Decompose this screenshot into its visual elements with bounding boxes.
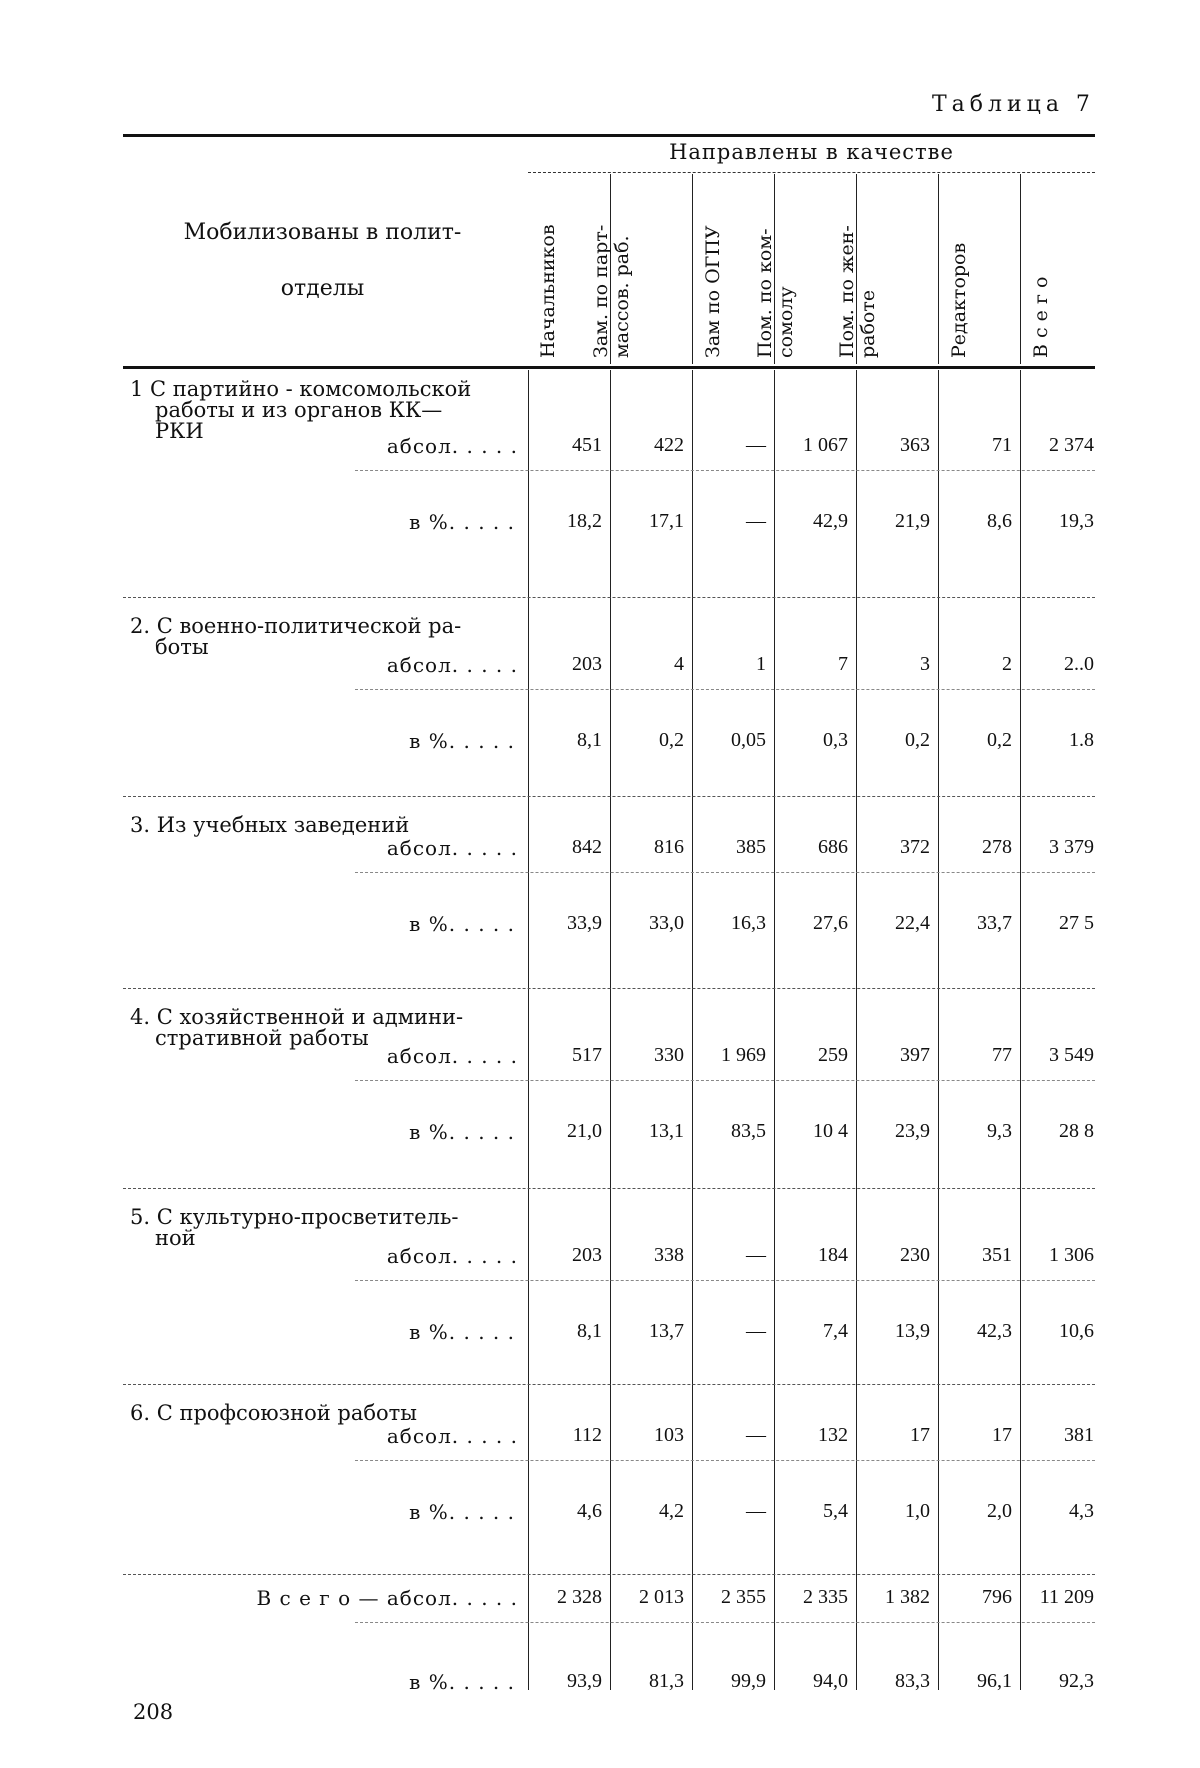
- abs-cell: 184: [818, 1244, 848, 1266]
- column-header-line: В с е г о: [1030, 276, 1052, 358]
- pct-cell: 93,9: [567, 1670, 602, 1692]
- abs-cell: 2 335: [803, 1586, 848, 1608]
- pct-row-label: в %. . . . .: [409, 1500, 515, 1524]
- column-header-line: работе: [857, 289, 879, 358]
- pct-cell: 33,7: [977, 912, 1012, 934]
- abs-cell: 2..0: [1064, 653, 1094, 675]
- pct-cell: 23,9: [895, 1120, 930, 1142]
- abs-cell: 351: [982, 1244, 1012, 1266]
- abs-cell: 1 382: [885, 1586, 930, 1608]
- pct-cell: 0,3: [823, 729, 848, 751]
- pct-cell: 0,2: [905, 729, 930, 751]
- pct-cell: 0,05: [731, 729, 766, 751]
- pct-cell: —: [746, 1320, 766, 1342]
- abs-cell: 71: [992, 434, 1012, 456]
- column-header: [590, 174, 691, 364]
- abs-cell: 397: [900, 1044, 930, 1066]
- column-rule: [528, 370, 529, 1690]
- section-label-line: ной: [155, 1226, 196, 1250]
- abs-cell: 1 969: [721, 1044, 766, 1066]
- column-header-line: Зам по ОГПУ: [702, 225, 724, 358]
- column-header-text: [591, 225, 633, 358]
- abs-cell: 4: [674, 653, 684, 675]
- pct-cell: 83,3: [895, 1670, 930, 1692]
- section-divider: [123, 1384, 1095, 1385]
- pct-cell: 10 4: [813, 1120, 848, 1142]
- abs-cell: 338: [654, 1244, 684, 1266]
- pct-cell: 13,1: [649, 1120, 684, 1142]
- abs-cell: 17: [992, 1424, 1012, 1446]
- column-header-line: Начальников: [537, 224, 559, 358]
- pct-row-label: в %. . . . .: [409, 1670, 515, 1694]
- abs-cell: 1: [756, 653, 766, 675]
- section-label-line: боты: [155, 635, 209, 659]
- section-label-line: 1 С партийно - комсомольской: [130, 377, 472, 401]
- abs-cell: 203: [572, 1244, 602, 1266]
- abs-cell: 363: [900, 434, 930, 456]
- pct-cell: 1.8: [1069, 729, 1094, 751]
- pct-cell: 9,3: [987, 1120, 1012, 1142]
- abs-row-label: абсол. . . . .: [386, 434, 518, 458]
- column-group-header: Направлены в качестве: [669, 140, 954, 164]
- abs-cell: 451: [572, 434, 602, 456]
- abs-cell: 3 379: [1049, 836, 1094, 858]
- abs-row-label: абсол. . . . .: [386, 836, 518, 860]
- column-rule: [692, 370, 693, 1690]
- pct-cell: 27,6: [813, 912, 848, 934]
- pct-cell: 4,2: [659, 1500, 684, 1522]
- abs-row-label: абсол. . . . .: [386, 1424, 518, 1448]
- row-divider: [355, 1460, 1095, 1461]
- pct-cell: 18,2: [567, 510, 602, 532]
- row-divider: [355, 470, 1095, 471]
- pct-cell: 99,9: [731, 1670, 766, 1692]
- pct-cell: 13,9: [895, 1320, 930, 1342]
- row-divider: [355, 1080, 1095, 1081]
- column-header: [1020, 174, 1101, 364]
- section-label-line: РКИ: [155, 419, 204, 443]
- column-header-text: [1031, 277, 1052, 358]
- pct-cell: 16,3: [731, 912, 766, 934]
- abs-cell: 278: [982, 836, 1012, 858]
- abs-cell: 2 328: [557, 1586, 602, 1608]
- column-header-line: Редакторов: [948, 242, 970, 358]
- abs-cell: 422: [654, 434, 684, 456]
- row-header-line-2: отделы: [280, 276, 365, 301]
- section-label-line: работы и из органов КК—: [155, 398, 443, 422]
- abs-cell: 112: [572, 1424, 602, 1446]
- column-header-line: сомолу: [775, 286, 797, 358]
- abs-cell: 203: [572, 653, 602, 675]
- row-divider: [355, 1622, 1095, 1623]
- pct-row-label: в %. . . . .: [409, 1320, 515, 1344]
- pct-cell: 21,0: [567, 1120, 602, 1142]
- pct-cell: 83,5: [731, 1120, 766, 1142]
- column-rule: [774, 370, 775, 1690]
- abs-cell: 103: [654, 1424, 684, 1446]
- top-rule: [123, 134, 1095, 137]
- column-header-line: массов. раб.: [611, 235, 633, 358]
- abs-cell: 381: [1064, 1424, 1094, 1446]
- pct-cell: 21,9: [895, 510, 930, 532]
- pct-cell: 94,0: [813, 1670, 848, 1692]
- pct-cell: 28 8: [1059, 1120, 1094, 1142]
- pct-cell: 42,9: [813, 510, 848, 532]
- pct-cell: 33,9: [567, 912, 602, 934]
- section-divider: [123, 597, 1095, 598]
- pct-cell: 10,6: [1059, 1320, 1094, 1342]
- pct-cell: 0,2: [659, 729, 684, 751]
- column-rule: [856, 370, 857, 1690]
- row-divider: [355, 1280, 1095, 1281]
- abs-cell: 2: [1002, 653, 1012, 675]
- column-header-line: Зам. по парт-: [590, 224, 612, 358]
- pct-cell: 96,1: [977, 1670, 1012, 1692]
- pct-cell: 81,3: [649, 1670, 684, 1692]
- header-rule: [123, 366, 1095, 369]
- pct-cell: 8,1: [577, 729, 602, 751]
- column-header-text: [755, 228, 797, 358]
- abs-cell: 17: [910, 1424, 930, 1446]
- pct-cell: 42,3: [977, 1320, 1012, 1342]
- page-number: 208: [133, 1700, 174, 1724]
- section-label-line: 6. С профсоюзной работы: [130, 1401, 418, 1425]
- row-header-line-1: Мобилизованы в полит-: [183, 220, 462, 245]
- abs-cell: 2 374: [1049, 434, 1094, 456]
- column-header-line: Пом. по жен-: [836, 225, 858, 358]
- pct-cell: 2,0: [987, 1500, 1012, 1522]
- abs-cell: 372: [900, 836, 930, 858]
- abs-row-label: абсол. . . . .: [386, 1044, 518, 1068]
- abs-cell: 2 013: [639, 1586, 684, 1608]
- pct-cell: 33,0: [649, 912, 684, 934]
- column-header: [836, 174, 937, 364]
- table-label: Таблица 7: [932, 92, 1095, 117]
- column-header: [938, 174, 1019, 364]
- abs-cell: 3: [920, 653, 930, 675]
- pct-cell: —: [746, 510, 766, 532]
- column-rule: [1020, 370, 1021, 1690]
- pct-cell: 0,2: [987, 729, 1012, 751]
- column-header-text: [703, 225, 724, 358]
- abs-cell: 3 549: [1049, 1044, 1094, 1066]
- pct-cell: 7,4: [823, 1320, 848, 1342]
- column-rule: [610, 370, 611, 1690]
- pct-row-label: в %. . . . .: [409, 1120, 515, 1144]
- abs-row-label: абсол. . . . .: [386, 1244, 518, 1268]
- abs-cell: 11 209: [1039, 1586, 1094, 1608]
- abs-cell: 796: [982, 1586, 1012, 1608]
- pct-cell: 4,3: [1069, 1500, 1094, 1522]
- pct-row-label: в %. . . . .: [409, 729, 515, 753]
- abs-row-label: абсол. . . . .: [386, 653, 518, 677]
- abs-cell: 2 355: [721, 1586, 766, 1608]
- section-label-line: 4. С хозяйственной и админи-: [130, 1005, 464, 1029]
- pct-cell: 8,1: [577, 1320, 602, 1342]
- abs-cell: 1 067: [803, 434, 848, 456]
- row-header: [130, 205, 515, 317]
- section-label-line: 5. С культурно-просветитель-: [130, 1205, 459, 1229]
- pct-cell: 8,6: [987, 510, 1012, 532]
- column-rule: [938, 370, 939, 1690]
- section-divider: [123, 1574, 1095, 1575]
- pct-cell: 22,4: [895, 912, 930, 934]
- abs-cell: —: [746, 1424, 766, 1446]
- section-label-line: 3. Из учебных заведений: [130, 813, 410, 837]
- pct-cell: 13,7: [649, 1320, 684, 1342]
- column-group-rule: [528, 172, 1095, 173]
- abs-cell: 77: [992, 1044, 1012, 1066]
- abs-cell: 517: [572, 1044, 602, 1066]
- pct-cell: 1,0: [905, 1500, 930, 1522]
- section-divider: [123, 988, 1095, 989]
- pct-cell: 27 5: [1059, 912, 1094, 934]
- abs-cell: —: [746, 434, 766, 456]
- abs-cell: 230: [900, 1244, 930, 1266]
- abs-cell: 259: [818, 1044, 848, 1066]
- pct-cell: 5,4: [823, 1500, 848, 1522]
- row-divider: [355, 689, 1095, 690]
- column-header-text: [949, 243, 970, 358]
- abs-cell: 842: [572, 836, 602, 858]
- pct-cell: 92,3: [1059, 1670, 1094, 1692]
- abs-cell: 385: [736, 836, 766, 858]
- section-divider: [123, 1188, 1095, 1189]
- abs-cell: 7: [838, 653, 848, 675]
- column-header-text: [538, 224, 559, 358]
- column-header-text: [837, 225, 879, 358]
- abs-cell: 1 306: [1049, 1244, 1094, 1266]
- section-label-line: стративной работы: [155, 1026, 369, 1050]
- pct-cell: 17,1: [649, 510, 684, 532]
- pct-row-label: в %. . . . .: [409, 912, 515, 936]
- abs-cell: 686: [818, 836, 848, 858]
- pct-cell: 4,6: [577, 1500, 602, 1522]
- abs-cell: 132: [818, 1424, 848, 1446]
- pct-cell: 19,3: [1059, 510, 1094, 532]
- pct-row-label: в %. . . . .: [409, 510, 515, 534]
- section-label-line: 2. С военно-политической ра-: [130, 614, 462, 638]
- abs-cell: —: [746, 1244, 766, 1266]
- section-divider: [123, 796, 1095, 797]
- abs-row-label: В с е г о — абсол. . . . .: [256, 1586, 518, 1610]
- pct-cell: —: [746, 1500, 766, 1522]
- column-header-line: Пом. по ком-: [754, 228, 776, 358]
- abs-cell: 330: [654, 1044, 684, 1066]
- row-divider: [355, 872, 1095, 873]
- abs-cell: 816: [654, 836, 684, 858]
